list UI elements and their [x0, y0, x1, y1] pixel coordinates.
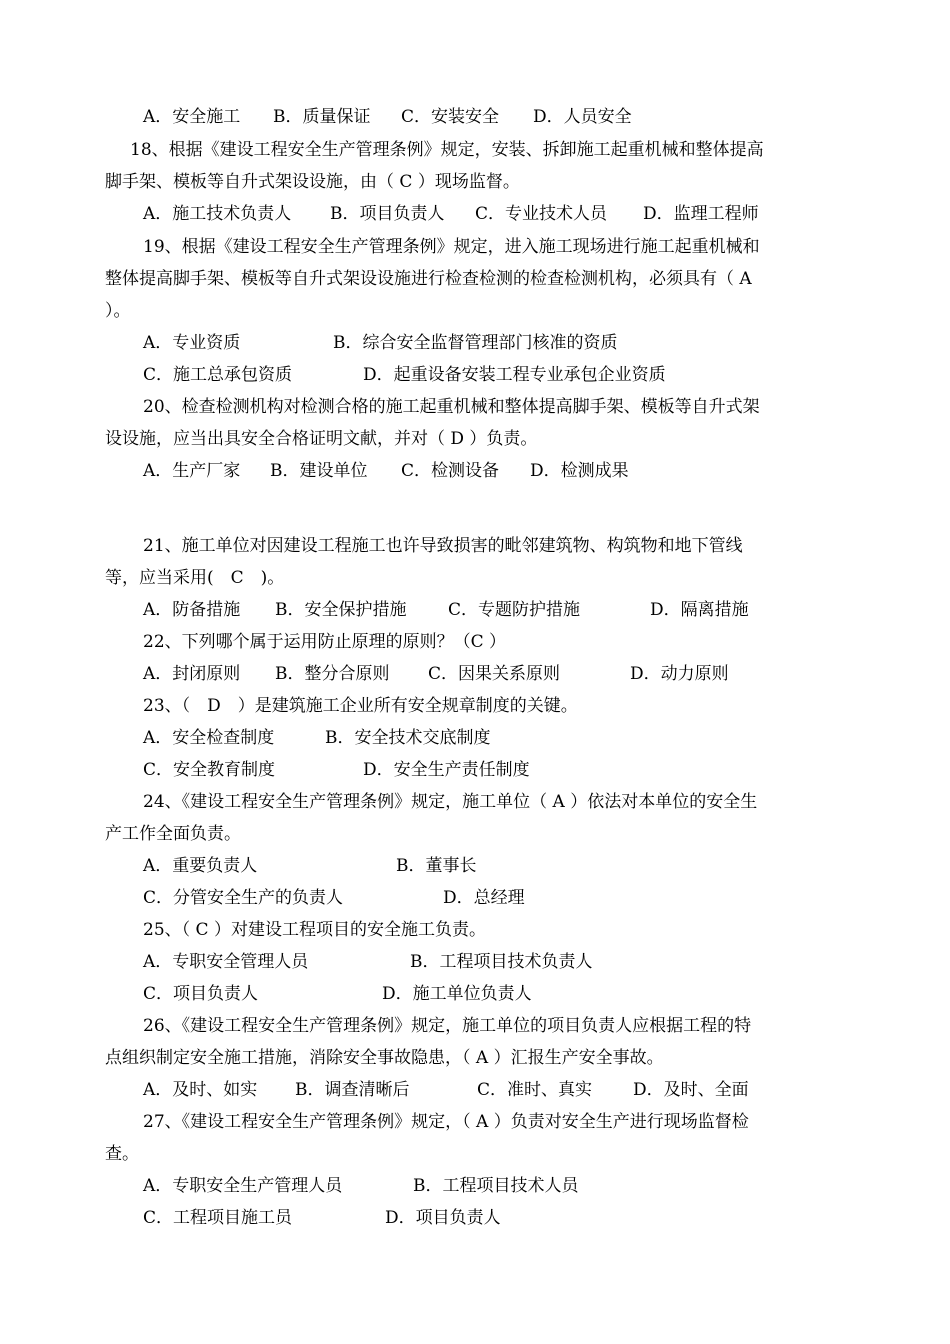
q20-options-text-1-2: B．建设单位 [270, 461, 368, 481]
q27-options-2-text-1-2: D．项目负责人 [385, 1208, 501, 1228]
q26-text-2-1: 点组织制定安全施工措施，消除安全事故隐患，（ A ）汇报生产安全事故。 [105, 1048, 664, 1068]
q18-options-text-1-2: B．项目负责人 [330, 204, 445, 224]
q17-options-text-1-4: D．人员安全 [533, 107, 632, 127]
q21-options-text-1-3: C．专题防护措施 [448, 600, 581, 620]
q23-options-1-text-1-1: A．安全检查制度 [143, 728, 275, 748]
q19-options-2-text-1-1: C．施工总承包资质 [143, 365, 293, 385]
q20-text-1-1: 20、检查检测机构对检测合格的施工起重机械和整体提高脚手架、模板等自升式架 [143, 397, 760, 417]
q26-options-text-1-1: A．及时、如实 [143, 1080, 258, 1100]
q17-options-text-1-1: A．安全施工 [143, 107, 241, 127]
q18-options-text-1-3: C．专业技术人员 [475, 204, 608, 224]
q24-text-2-1: 产工作全面负责。 [105, 824, 241, 844]
q26-options-text-1-3: C．准时、真实 [477, 1080, 593, 1100]
q25-options-1-text-1-2: B．工程项目技术负责人 [410, 952, 593, 972]
q18-options-text-1-1: A．施工技术负责人 [143, 204, 292, 224]
q25-text-1-1: 25、（ C ）对建设工程项目的安全施工负责。 [143, 920, 486, 940]
q25-options-2-text-1-1: C．项目负责人 [143, 984, 259, 1004]
q22-options-text-1-3: C．因果关系原则 [428, 664, 561, 684]
q26-options-text-1-2: B．调查清晰后 [295, 1080, 410, 1100]
q18-options-text-1-4: D．监理工程师 [643, 204, 759, 224]
q27-options-1-text-1-1: A．专职安全生产管理人员 [143, 1176, 343, 1196]
q27-text-2-1: 查。 [105, 1144, 139, 1164]
q19-options-1-text-1-2: B．综合安全监督管理部门核准的资质 [333, 333, 618, 353]
q20-options-text-1-3: C．检测设备 [401, 461, 500, 481]
q20-options-text-1-4: D．检测成果 [530, 461, 629, 481]
q22-options-text-1-2: B．整分合原则 [275, 664, 390, 684]
q18-text-1-1: 18、根据《建设工程安全生产管理条例》规定，安装、拆卸施工起重机械和整体提高 [130, 140, 764, 160]
q20-options-text-1-1: A．生产厂家 [143, 461, 241, 481]
q24-options-1-text-1-2: B．董事长 [396, 856, 477, 876]
q19-options-1-text-1-1: A．专业资质 [143, 333, 241, 353]
q27-text-1-1: 27、《建设工程安全生产管理条例》规定，（ A ）负责对安全生产进行现场监督检 [143, 1112, 749, 1132]
q21-options-text-1-2: B．安全保护措施 [275, 600, 407, 620]
q21-options-text-1-1: A．防备措施 [143, 600, 241, 620]
q27-options-2-text-1-1: C．工程项目施工员 [143, 1208, 293, 1228]
q23-options-2-text-1-1: C．安全教育制度 [143, 760, 276, 780]
q22-options-text-1-1: A．封闭原则 [143, 664, 241, 684]
q24-options-2-text-1-1: C．分管安全生产的负责人 [143, 888, 344, 908]
q23-options-1-text-1-2: B．安全技术交底制度 [325, 728, 491, 748]
q21-text-1-1: 21、施工单位对因建设工程施工也许导致损害的毗邻建筑物、构筑物和地下管线 [143, 536, 743, 556]
q17-options-text-1-3: C．安装安全 [401, 107, 500, 127]
q23-text-1-1: 23、（ D ）是建筑施工企业所有安全规章制度的关键。 [143, 696, 578, 716]
q19-text-1-1: 19、根据《建设工程安全生产管理条例》规定，进入施工现场进行施工起重机械和 [143, 237, 760, 257]
q21-options-text-1-4: D．隔离措施 [650, 600, 749, 620]
q23-options-2-text-1-2: D．安全生产责任制度 [363, 760, 530, 780]
q22-options-text-1-4: D．动力原则 [630, 664, 729, 684]
q21-text-2-1: 等，应当采用( C )。 [105, 568, 285, 588]
q22-text-1-1: 22、下列哪个属于运用防止原理的原则？（C ） [143, 632, 507, 652]
q25-options-1-text-1-1: A．专职安全管理人员 [143, 952, 309, 972]
q19-text-3-1: ）。 [105, 301, 131, 321]
q26-options-text-1-4: D．及时、全面 [633, 1080, 749, 1100]
q25-options-2-text-1-2: D．施工单位负责人 [382, 984, 532, 1004]
q26-text-1-1: 26、《建设工程安全生产管理条例》规定，施工单位的项目负责人应根据工程的特 [143, 1016, 752, 1036]
q18-text-2-1: 脚手架、模板等自升式架设设施，由（ C ）现场监督。 [105, 172, 520, 192]
q24-options-2-text-1-2: D．总经理 [443, 888, 525, 908]
q20-text-2-1: 设设施，应当出具安全合格证明文献，并对（ D ）负责。 [105, 429, 538, 449]
q19-options-2-text-1-2: D．起重设备安装工程专业承包企业资质 [363, 365, 666, 385]
q24-text-1-1: 24、《建设工程安全生产管理条例》规定，施工单位（ A ）依法对本单位的安全生 [143, 792, 758, 812]
q24-options-1-text-1-1: A．重要负责人 [143, 856, 258, 876]
q19-text-2-1: 整体提高脚手架、模板等自升式架设设施进行检查检测的检查检测机构，必须具有（ A [105, 269, 752, 289]
q17-options-text-1-2: B．质量保证 [273, 107, 371, 127]
q27-options-1-text-1-2: B．工程项目技术人员 [413, 1176, 579, 1196]
